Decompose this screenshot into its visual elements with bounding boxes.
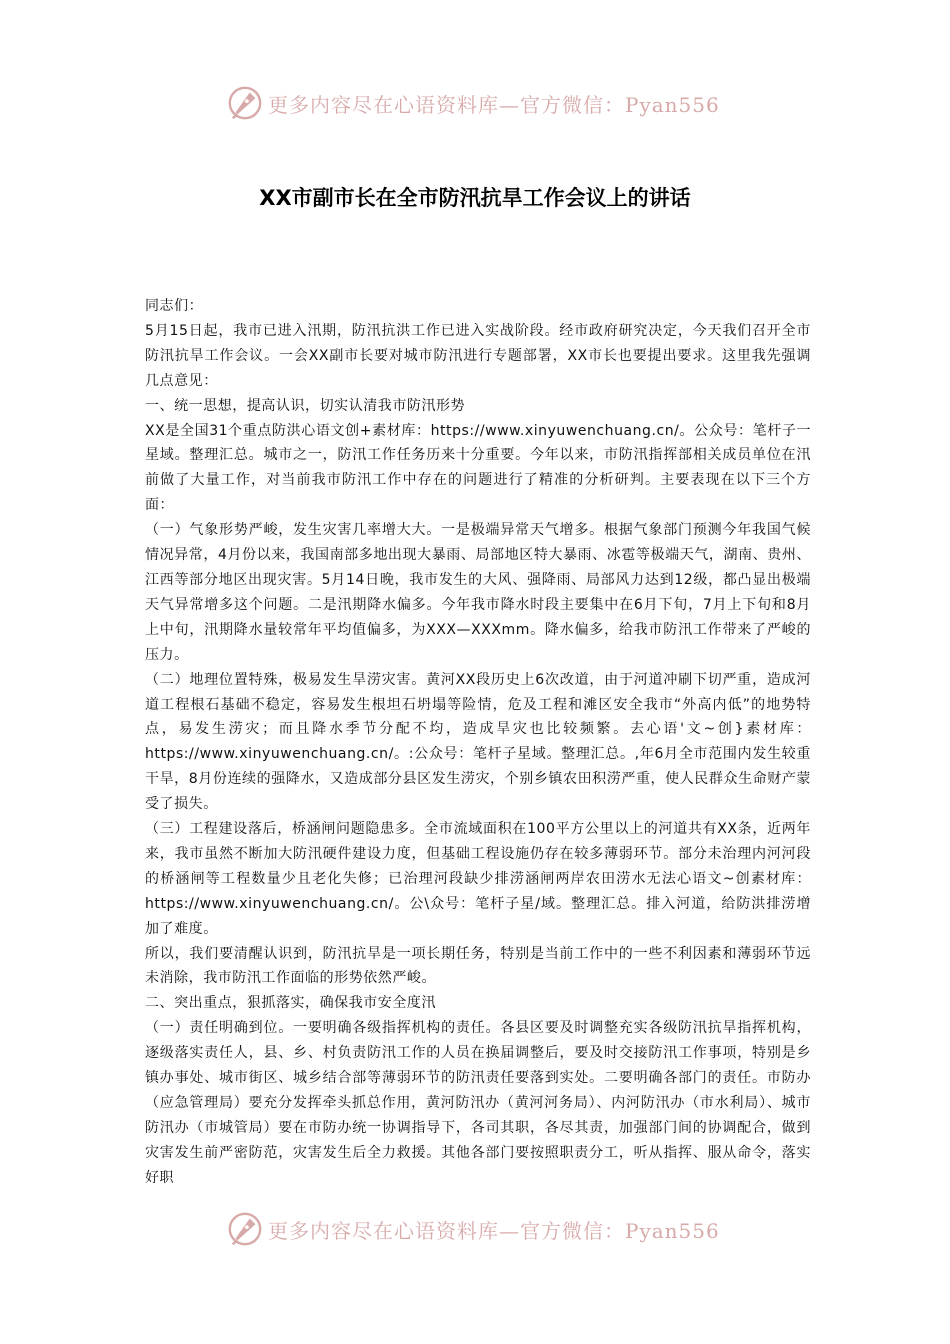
paragraph: （三）工程建设落后，桥涵闸问题隐患多。全市流域面积在100平方公里以上的河道共有XX条，近两年来，我市虽然不断加大防汛硬件建设力度，但基础工程设施仍存在较多薄弱环节。部分未治理内河河段的桥涵闸等工程数量少且老化失修；已治理河段缺少排涝涵闸两岸农田涝水无法心语文~创素材库：https://www.xinyuwenchuang.cn/。公\众号：笔杆子星/域。整理汇总。排入河道，给防洪排涝增加了难度。 [145, 821, 811, 937]
watermark-text: 更多内容尽在心语资料库—官方微信：Pyan556 [268, 1218, 720, 1243]
footer-watermark [226, 1208, 720, 1250]
paragraph: （一）责任明确到位。一要明确各级指挥机构的责任。各县区要及时调整充实各级防汛抗旱指挥机构，逐级落实责任人，县、乡、村负责防汛工作的人员在换届调整后，要及时交接防汛工作事项，特别是乡镇办事处、城市街区、城乡结合部等薄弱环节的防汛责任要落到实处。二要明确各部门的责任。市防办（应急管理局）要充分发挥牵头抓总作用，黄河防汛办（黄河河务局）、内河防汛办（市水利局）、城市防汛办（市城管局）要在市防办统一协调指导下，各司其职，各尽其责，加强部门间的协调配合，做到灾害发生前严密防范，灾害发生后全力救援。其他各部门要按照职责分工，听从指挥、服从命令，落实好职 [145, 1020, 811, 1186]
paragraph: （一）气象形势严峻，发生灾害几率增大大。一是极端异常天气增多。根据气象部门预测今年我国气候情况异常，4月份以来，我国南部多地出现大暴雨、局部地区特大暴雨、冰雹等极端天气，湖南、贵州、江西等部分地区出现灾害。5月14日晚，我市发生的大风、强降雨、局部风力达到12级，都凸显出极端天气异常增多这个问题。二是汛期降水偏多。今年我市降水时段主要集中在6月下旬，7月上下旬和8月上中旬，汛期降水量较常年平均值偏多，为XXX—XXXmm。降水偏多，给我市防汛工作带来了严峻的压力。 [145, 522, 811, 663]
document-body [145, 294, 811, 1191]
pen-nib-logo-icon [226, 1210, 264, 1248]
document-title: XX市副市长在全市防汛抗旱工作会议上的讲话 [259, 186, 691, 210]
paragraph: 5月15日起，我市已进入汛期，防汛抗洪工作已进入实战阶段。经市政府研究决定，今天我们召开全市防汛抗旱工作会议。一会XX副市长要对城市防汛进行专题部署，XX市长也要提出要求。这里我先强调几点意见： [145, 322, 811, 389]
paragraph: 所以，我们要清醒认识到，防汛抗旱是一项长期任务，特别是当前工作中的一些不利因素和薄弱环节远未消除，我市防汛工作面临的形势依然严峻。 [145, 945, 811, 987]
watermark-text: 更多内容尽在心语资料库—官方微信：Pyan556 [268, 92, 720, 117]
paragraph: XX是全国31个重点防洪心语文创+素材库：https://www.xinyuwenchuang.cn/。公众号：笔杆子一星域。整理汇总。城市之一，防汛工作任务历来十分重要。今年以来，市防汛指挥部相关成员单位在汛前做了大量工作，对当前我市防汛工作中存在的问题进行了精准的分析研判。主要表现在以下三个方面： [145, 422, 811, 514]
section-heading: 一、统一思想，提高认识，切实认清我市防汛形势 [145, 397, 466, 414]
section-heading: 二、突出重点，狠抓落实，确保我市安全度汛 [145, 995, 436, 1012]
paragraph: （二）地理位置特殊，极易发生旱涝灾害。黄河XX段历史上6次改道，由于河道冲刷下切严重，造成河道工程根石基础不稳定，容易发生根坦石坍塌等险情，危及工程和滩区安全我市“外高内低”的地势特点，易发生涝灾；而且降水季节分配不均，造成旱灾也比较频繁。去心语'文~创}素材库：https://www.xinyuwenchuang.cn/。:公众号：笔杆子星域。整理汇总。,年6月全市范围内发生较重干旱，8月份连续的强降水，又造成部分县区发生涝灾，个别乡镇农田积涝严重，使人民群众生命财产蒙受了损失。 [145, 671, 811, 813]
header-watermark [226, 82, 720, 124]
salutation: 同志们： [145, 298, 204, 314]
pen-nib-logo-icon [226, 84, 264, 122]
